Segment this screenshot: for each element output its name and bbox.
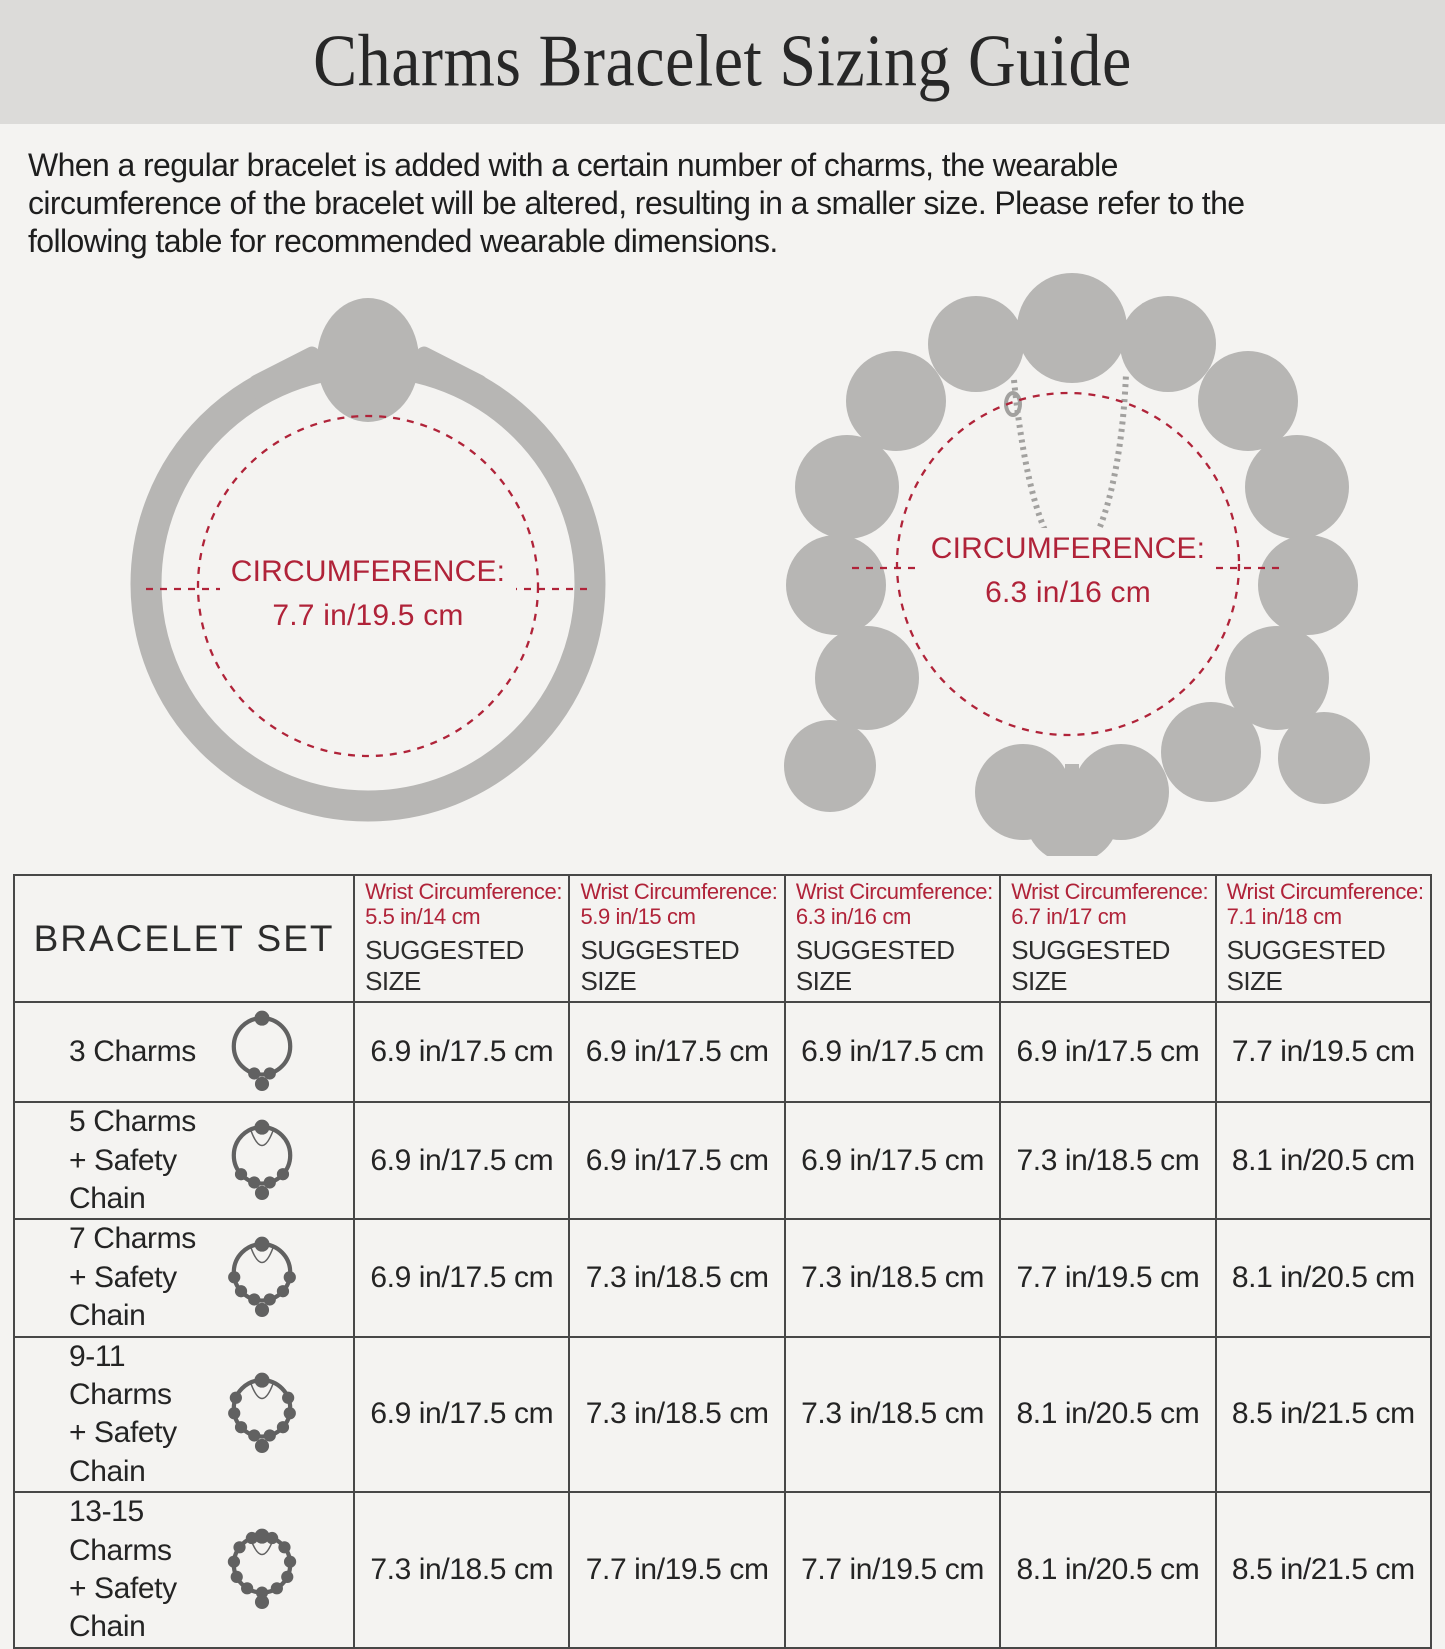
suggested-size-value: 6.9 in/17.5 cm: [354, 1219, 569, 1336]
suggested-size-value: 8.1 in/20.5 cm: [1216, 1102, 1431, 1219]
bracelet-13-15-charms-icon: [215, 1521, 309, 1619]
bracelet-set-label: 9-11 Charms + Safety Chain: [69, 1339, 177, 1488]
bracelet-set-label: 5 Charms + Safety Chain: [69, 1105, 196, 1216]
suggested-size-label: SUGGESTED SIZE: [795, 935, 955, 997]
wrist-circumference-value: 7.1 in/18 cm: [1226, 903, 1342, 929]
intro-line-1: When a regular bracelet is added with a certain number of charms, the wearable: [28, 147, 1118, 183]
title-band: [0, 0, 1445, 124]
suggested-size-value: 8.5 in/21.5 cm: [1216, 1492, 1431, 1648]
suggested-size-value: 6.9 in/17.5 cm: [569, 1002, 784, 1102]
table-row: [14, 1492, 1431, 1648]
suggested-size-value: 8.1 in/20.5 cm: [1000, 1337, 1215, 1493]
wrist-circumference-value: 5.9 in/15 cm: [580, 903, 696, 929]
wrist-circumference-label: Wrist Circumference:: [580, 879, 778, 904]
table-row: [14, 1219, 1431, 1336]
wrist-column-header-4: [1000, 875, 1215, 1002]
wrist-column-header-3: [785, 875, 1000, 1002]
suggested-size-value: 7.7 in/19.5 cm: [785, 1492, 1000, 1648]
suggested-size-label: SUGGESTED SIZE: [580, 935, 740, 997]
bracelet-5-charms-icon: [215, 1112, 309, 1210]
suggested-size-value: 6.9 in/17.5 cm: [785, 1002, 1000, 1102]
plain-bracelet-diagram: [48, 268, 688, 856]
clasp-connector-right: [407, 344, 490, 405]
table-row: [14, 1102, 1431, 1219]
sizing-table: [13, 874, 1432, 1649]
wrist-circumference-value: 5.5 in/14 cm: [365, 903, 481, 929]
suggested-size-value: 7.3 in/18.5 cm: [354, 1492, 569, 1648]
bracelet-3-charms-icon: [215, 1003, 309, 1101]
suggested-size-value: 7.7 in/19.5 cm: [1216, 1002, 1431, 1102]
circumference-label: CIRCUMFERENCE:: [230, 555, 506, 588]
bracelet-set-header: BRACELET SET: [14, 875, 354, 1002]
bracelet-diagrams: [0, 268, 1445, 856]
circumference-label: CIRCUMFERENCE:: [930, 532, 1206, 565]
intro-paragraph: [28, 146, 1417, 260]
wrist-circumference-label: Wrist Circumference:: [1011, 879, 1209, 904]
suggested-size-value: 8.5 in/21.5 cm: [1216, 1337, 1431, 1493]
table-header-row: [14, 875, 1431, 1002]
suggested-size-value: 7.7 in/19.5 cm: [569, 1492, 784, 1648]
suggested-size-value: 6.9 in/17.5 cm: [1000, 1002, 1215, 1102]
suggested-size-value: 6.9 in/17.5 cm: [354, 1002, 569, 1102]
table-row: [14, 1002, 1431, 1102]
suggested-size-value: 7.7 in/19.5 cm: [1000, 1219, 1215, 1336]
suggested-size-value: 8.1 in/20.5 cm: [1216, 1219, 1431, 1336]
suggested-size-value: 7.3 in/18.5 cm: [569, 1337, 784, 1493]
clasp-bead-icon: [317, 298, 419, 422]
wrist-circumference-label: Wrist Circumference:: [365, 879, 563, 904]
dangle-charm-right: [1278, 712, 1370, 804]
suggested-size-value: 7.3 in/18.5 cm: [1000, 1102, 1215, 1219]
suggested-size-value: 7.3 in/18.5 cm: [785, 1219, 1000, 1336]
dangle-charm-left: [784, 720, 876, 812]
wrist-circumference-label: Wrist Circumference:: [1226, 879, 1424, 904]
clasp-connector-left: [246, 344, 329, 405]
suggested-size-label: SUGGESTED SIZE: [1226, 935, 1386, 997]
wrist-circumference-value: 6.7 in/17 cm: [1011, 903, 1127, 929]
suggested-size-value: 7.3 in/18.5 cm: [785, 1337, 1000, 1493]
table-row: [14, 1337, 1431, 1493]
wrist-column-header-5: [1216, 875, 1431, 1002]
suggested-size-value: 7.3 in/18.5 cm: [569, 1219, 784, 1336]
suggested-size-label: SUGGESTED SIZE: [365, 935, 524, 997]
charm-bracelet-diagram: [712, 268, 1432, 856]
page-title: Charms Bracelet Sizing Guide: [313, 20, 1132, 103]
wrist-column-header-1: [354, 875, 569, 1002]
bracelet-9-11-charms-icon: [215, 1365, 309, 1463]
wrist-column-header-2: [569, 875, 784, 1002]
bracelet-7-charms-icon: [215, 1229, 309, 1327]
clasp-bead-icon: [1017, 273, 1127, 383]
circumference-value: 7.7 in/19.5 cm: [272, 599, 464, 632]
suggested-size-label: SUGGESTED SIZE: [1011, 935, 1170, 997]
bracelet-set-label: 13-15 Charms + Safety Chain: [69, 1495, 177, 1644]
circumference-value: 6.3 in/16 cm: [985, 576, 1151, 609]
intro-line-3: following table for recommended wearable dimensions.: [28, 223, 778, 259]
suggested-size-value: 6.9 in/17.5 cm: [354, 1102, 569, 1219]
suggested-size-value: 6.9 in/17.5 cm: [354, 1337, 569, 1493]
wrist-circumference-label: Wrist Circumference:: [795, 879, 993, 904]
suggested-size-value: 6.9 in/17.5 cm: [785, 1102, 1000, 1219]
suggested-size-value: 6.9 in/17.5 cm: [569, 1102, 784, 1219]
intro-line-2: circumference of the bracelet will be altered, resulting in a smaller size. Please refer to the: [28, 185, 1245, 221]
suggested-size-value: 8.1 in/20.5 cm: [1000, 1492, 1215, 1648]
wrist-circumference-value: 6.3 in/16 cm: [795, 903, 911, 929]
bracelet-set-label: 3 Charms: [69, 1035, 196, 1069]
bracelet-set-label: 7 Charms + Safety Chain: [69, 1222, 196, 1333]
